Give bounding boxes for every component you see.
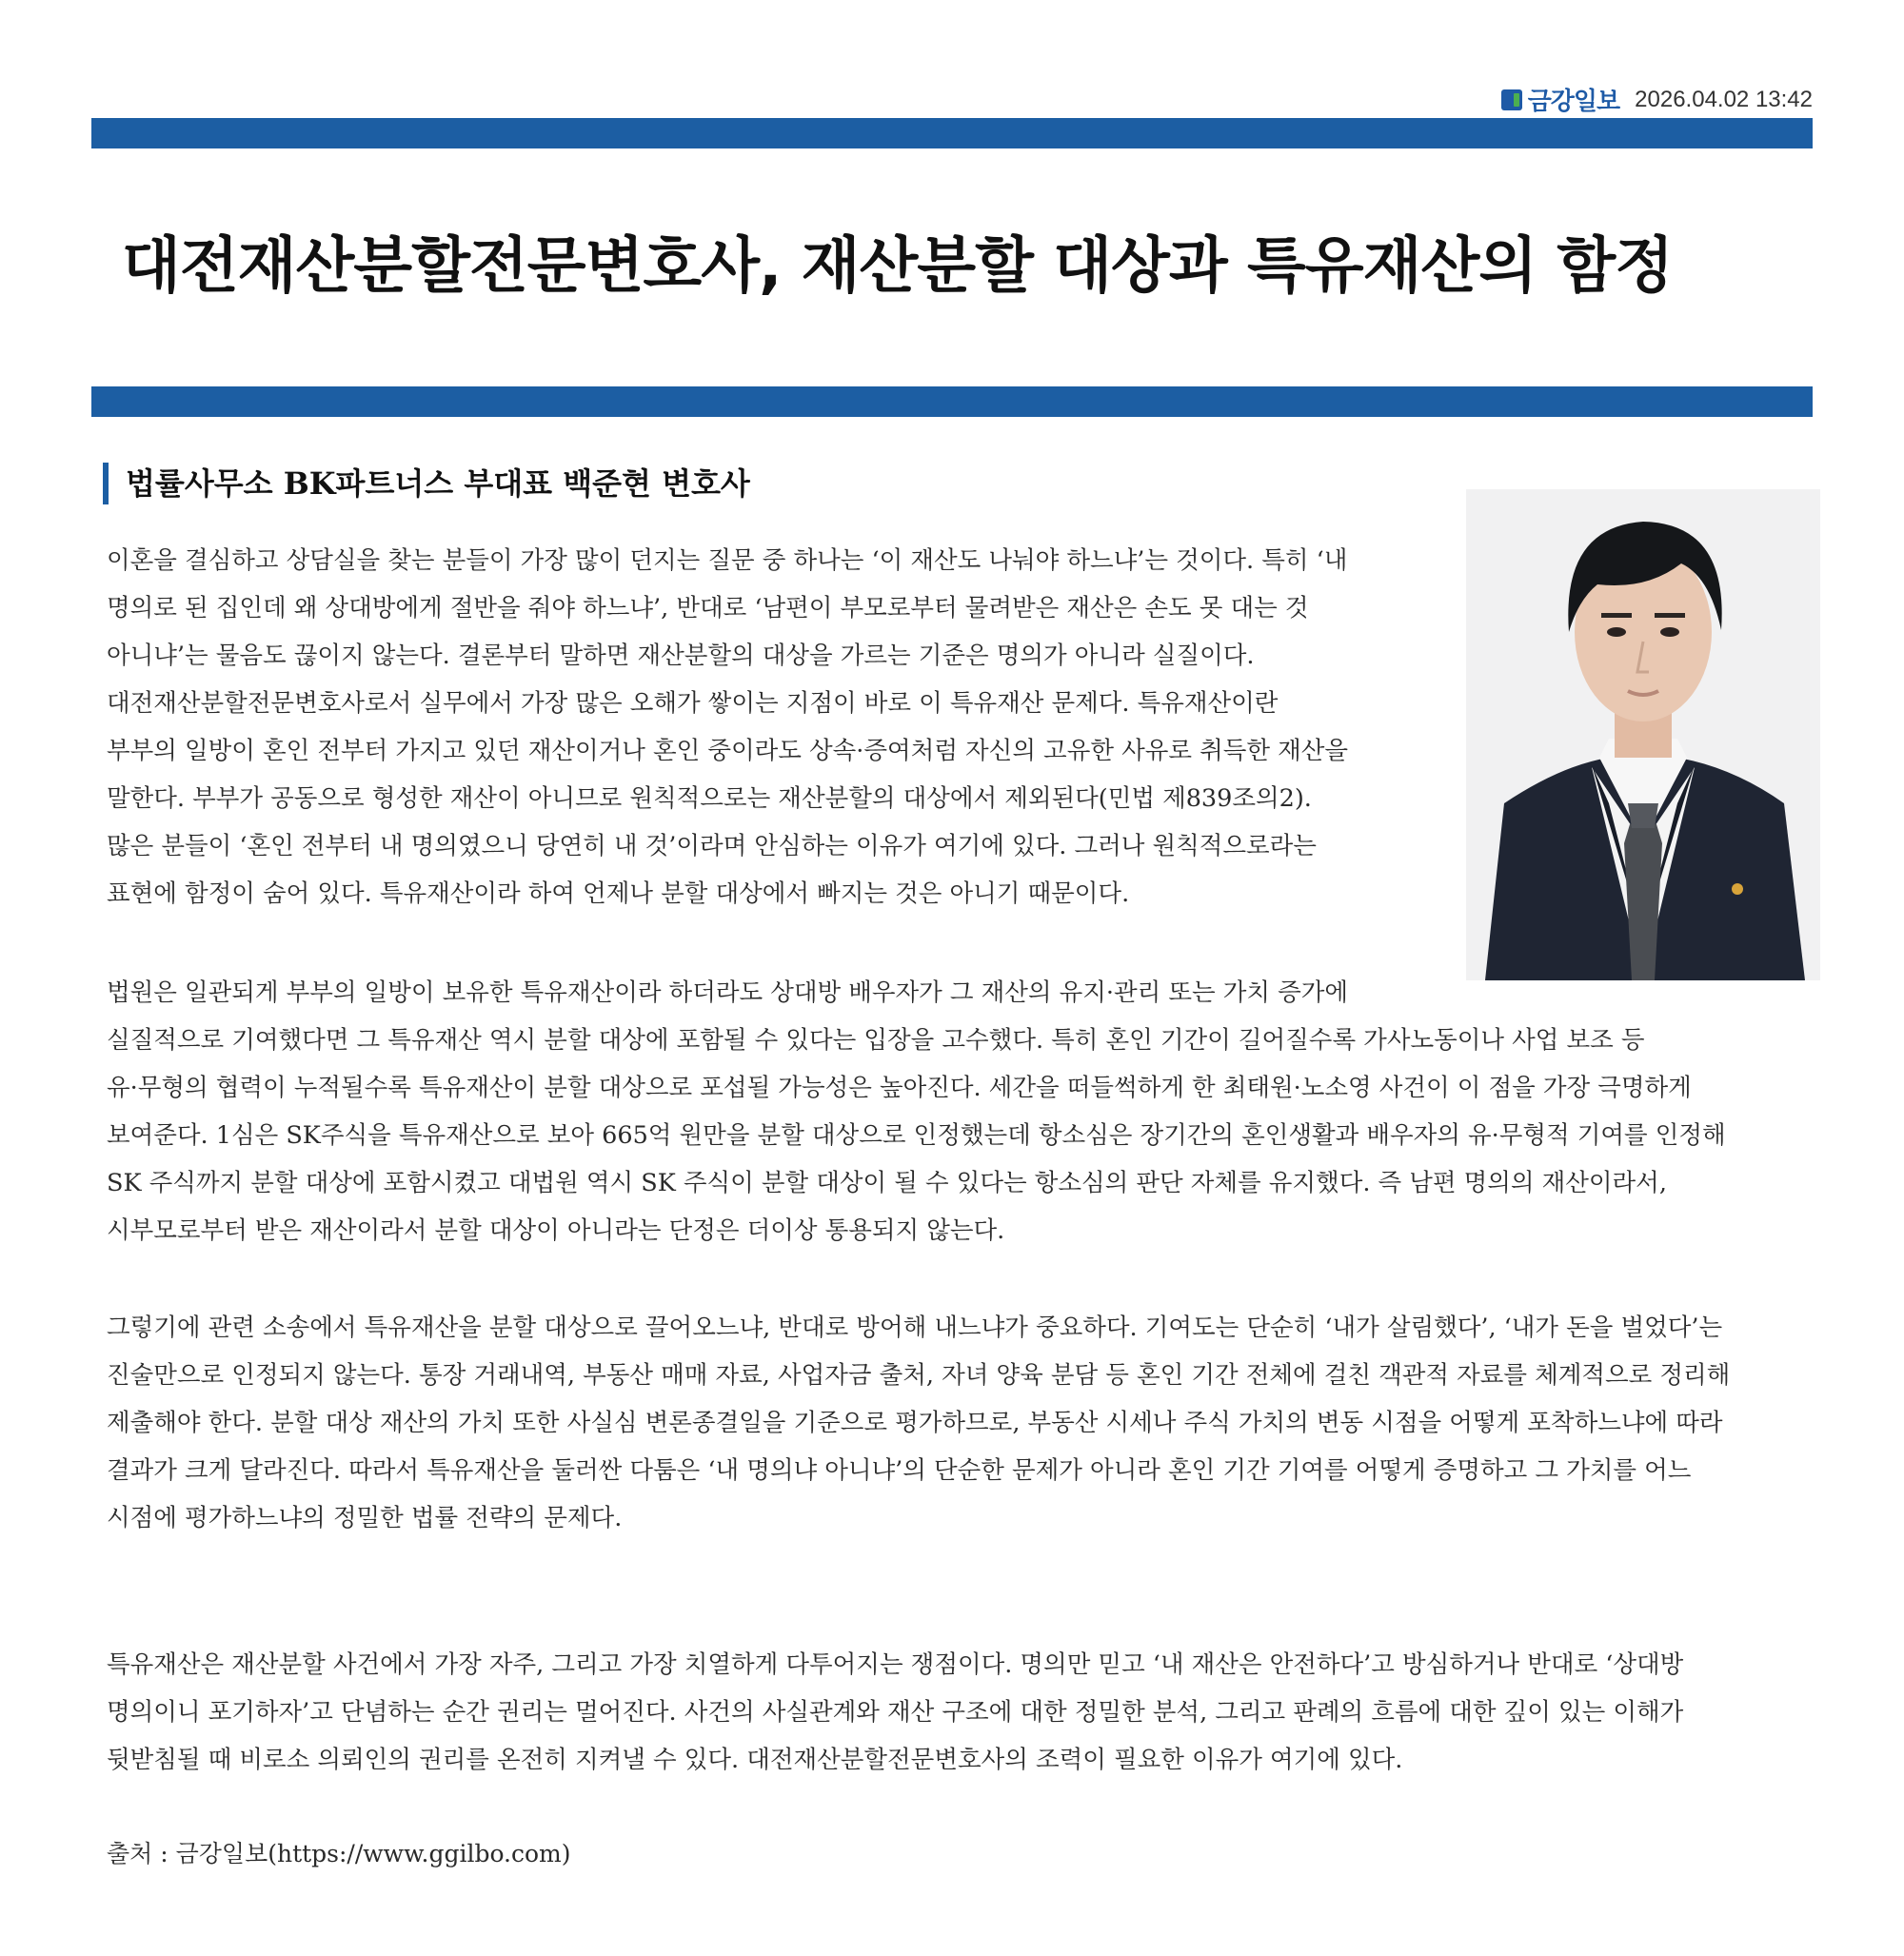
- paragraph-line: 명의로 된 집인데 왜 상대방에게 절반을 줘야 하느냐’, 반대로 ‘남편이 부모로부터 물려받은 재산은 손도 못 대는 것: [107, 594, 1309, 622]
- paragraph-line: 아니냐’는 물음도 끊이지 않는다. 결론부터 말하면 재산분할의 대상을 가르는 기준은 명의가 아니라 실질이다.: [107, 642, 1255, 670]
- author-byline: 법률사무소 BK파트너스 부대표 백준현 변호사: [103, 463, 750, 504]
- lawyer-portrait-icon: [1466, 489, 1820, 980]
- author-photo: [1466, 489, 1820, 980]
- paragraph-line: 대전재산분할전문변호사로서 실무에서 가장 많은 오해가 쌓이는 지점이 바로 이 특유재산 문제다. 특유재산이란: [107, 689, 1279, 718]
- masthead: [1501, 82, 1813, 117]
- logo-mark-icon: [1501, 89, 1522, 110]
- paragraph-line: 실질적으로 기여했다면 그 특유재산 역시 분할 대상에 포함될 수 있다는 입장을 고수했다. 특히 혼인 기간이 길어질수록 가사노동이나 사업 보조 등: [107, 1026, 1645, 1055]
- paragraph-line: 제출해야 한다. 분할 대상 재산의 가치 또한 사실심 변론종결일을 기준으로 평가하므로, 부동산 시세나 주식 가치의 변동 시점을 어떻게 포착하느냐에 따라: [107, 1409, 1723, 1437]
- paragraph-line: SK 주식까지 분할 대상에 포함시켰고 대법원 역시 SK 주식이 분할 대상이 될 수 있다는 항소심의 판단 자체를 유지했다. 즉 남편 명의의 재산이라서,: [107, 1169, 1667, 1197]
- paragraph-line: 진술만으로 인정되지 않는다. 통장 거래내역, 부동산 매매 자료, 사업자금 출처, 자녀 양육 분담 등 혼인 기간 전체에 걸친 객관적 자료를 체계적으로 정리해: [107, 1361, 1731, 1390]
- publish-datetime: 2026.04.02 13:42: [1635, 86, 1813, 112]
- article-source[interactable]: 출처 : 금강일보(https://www.ggilbo.com): [107, 1840, 571, 1867]
- paragraph-line: 시점에 평가하느냐의 정밀한 법률 전략의 문제다.: [107, 1504, 623, 1532]
- paragraph-line: 이혼을 결심하고 상담실을 찾는 분들이 가장 많이 던지는 질문 중 하나는 ‘이 재산도 나눠야 하느냐’는 것이다. 특히 ‘내: [107, 546, 1348, 575]
- paragraph-line: 특유재산은 재산분할 사건에서 가장 자주, 그리고 가장 치열하게 다투어지는 쟁점이다. 명의만 믿고 ‘내 재산은 안전하다’고 방심하거나 반대로 ‘상대방: [107, 1650, 1684, 1679]
- title-divider-bar: [91, 386, 1813, 417]
- article-paragraph-4: [107, 1641, 1683, 1784]
- paragraph-line: 그렇기에 관련 소송에서 특유재산을 분할 대상으로 끌어오느냐, 반대로 방어해 내느냐가 중요하다. 기여도는 단순히 ‘내가 살림했다’, ‘내가 돈을 벌었다’는: [107, 1314, 1723, 1342]
- top-divider-bar: [91, 118, 1813, 148]
- paragraph-line: 시부모로부터 받은 재산이라서 분할 대상이 아니라는 단정은 더이상 통용되지 않는다.: [107, 1216, 1005, 1245]
- paragraph-line: 뒷받침될 때 비로소 의뢰인의 권리를 온전히 지켜낼 수 있다. 대전재산분할전문변호사의 조력이 필요한 이유가 여기에 있다.: [107, 1746, 1403, 1774]
- paragraph-line: 표현에 함정이 숨어 있다. 특유재산이라 하여 언제나 분할 대상에서 빠지는 것은 아니기 때문이다.: [107, 879, 1130, 908]
- paragraph-line: 유·무형의 협력이 누적될수록 특유재산이 분할 대상으로 포섭될 가능성은 높아진다. 세간을 떠들썩하게 한 최태원·노소영 사건이 이 점을 가장 극명하게: [107, 1074, 1692, 1102]
- paragraph-line: 부부의 일방이 혼인 전부터 가지고 있던 재산이거나 혼인 중이라도 상속·증여처럼 자신의 고유한 사유로 취득한 재산을: [107, 737, 1348, 765]
- paragraph-line: 결과가 크게 달라진다. 따라서 특유재산을 둘러싼 다툼은 ‘내 명의냐 아니냐’의 단순한 문제가 아니라 혼인 기간 기여를 어떻게 증명하고 그 가치를 어느: [107, 1456, 1692, 1485]
- article-paragraph-1: [107, 537, 1348, 918]
- paragraph-line: 법원은 일관되게 부부의 일방이 보유한 특유재산이라 하더라도 상대방 배우자가 그 재산의 유지·관리 또는 가치 증가에: [107, 978, 1348, 1007]
- article-title: 대전재산분할전문변호사, 재산분할 대상과 특유재산의 함정: [122, 231, 1674, 302]
- paragraph-line: 많은 분들이 ‘혼인 전부터 내 명의였으니 당연히 내 것’이라며 안심하는 이유가 여기에 있다. 그러나 원칙적으로라는: [107, 832, 1317, 860]
- logo-text: 금강일보: [1527, 88, 1620, 116]
- paragraph-line: 보여준다. 1심은 SK주식을 특유재산으로 보아 665억 원만을 분할 대상으로 인정했는데 항소심은 장기간의 혼인생활과 배우자의 유·무형적 기여를 인정해: [107, 1121, 1726, 1150]
- newspaper-logo[interactable]: [1501, 82, 1619, 117]
- paragraph-line: 말한다. 부부가 공동으로 형성한 재산이 아니므로 원칙적으로는 재산분할의 대상에서 제외된다(민법 제839조의2).: [107, 784, 1312, 813]
- paragraph-line: 명의이니 포기하자’고 단념하는 순간 권리는 멀어진다. 사건의 사실관계와 재산 구조에 대한 정밀한 분석, 그리고 판례의 흐름에 대한 깊이 있는 이해가: [107, 1698, 1684, 1727]
- article-paragraph-3: [107, 1304, 1730, 1542]
- article-paragraph-2: [107, 969, 1726, 1255]
